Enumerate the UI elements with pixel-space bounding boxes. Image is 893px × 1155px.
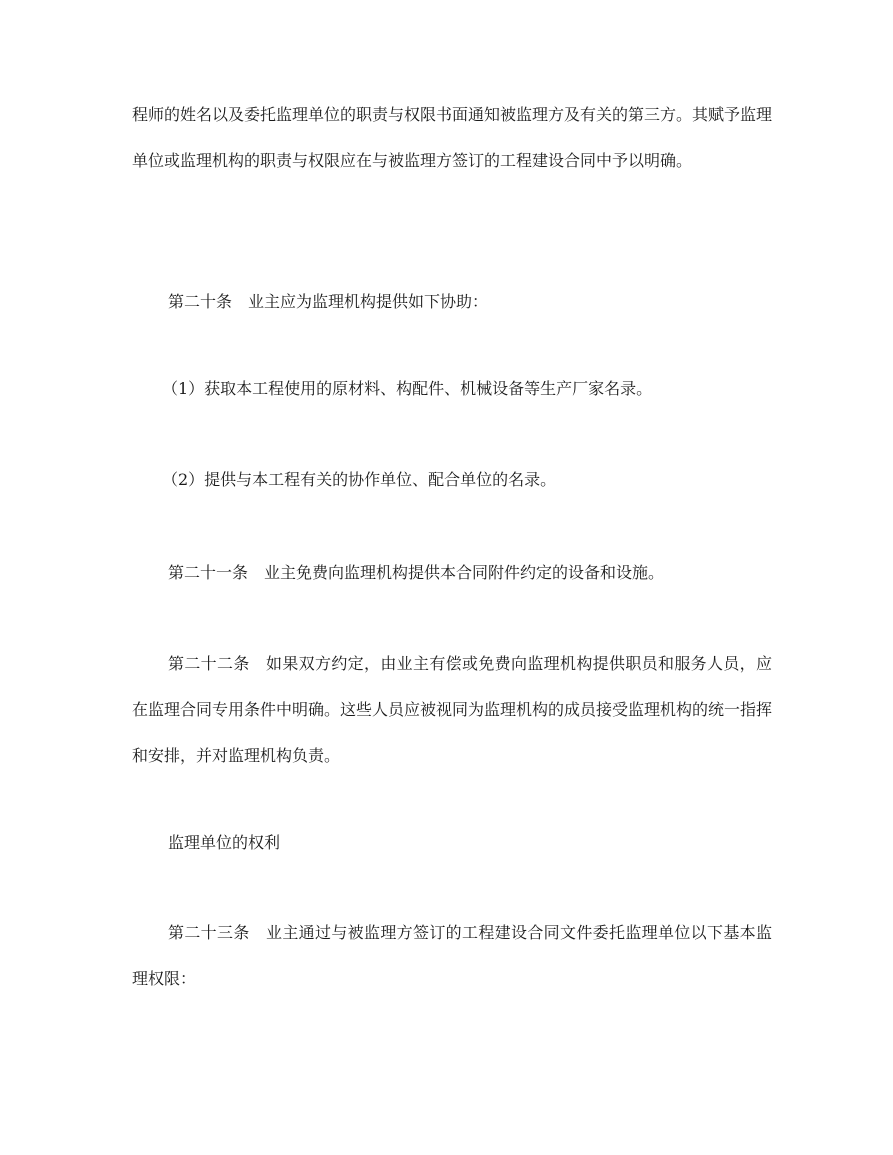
- article-21: 第二十一条 业主免费向监理机构提供本合同附件约定的设备和设施。: [168, 563, 665, 582]
- article-22: 第二十二条 如果双方约定，由业主有偿或免费向监理机构提供职员和服务人员，应在监理合同专用条件中明确。这些人员应被视同为监理机构的成员接受监理机构的统一指挥和安排，并对监理机构负责。: [132, 654, 773, 765]
- article-20-item-1: （1）获取本工程使用的原材料、构配件、机械设备等生产厂家名录。: [162, 379, 653, 398]
- paragraph-continuation: 程师的姓名以及委托监理单位的职责与权限书面通知被监理方及有关的第三方。其赋予监理单位或监理机构的职责与权限应在与被监理方签订的工程建设合同中予以明确。: [132, 105, 773, 170]
- article-20-item-2: （2）提供与本工程有关的协作单位、配合单位的名录。: [162, 470, 557, 489]
- article-20: 第二十条 业主应为监理机构提供如下协助：: [168, 292, 489, 311]
- article-23: 第二十三条 业主通过与被监理方签订的工程建设合同文件委托监理单位以下基本监理权限：: [132, 923, 772, 988]
- section-heading-supervisor-rights: 监理单位的权利: [168, 833, 281, 852]
